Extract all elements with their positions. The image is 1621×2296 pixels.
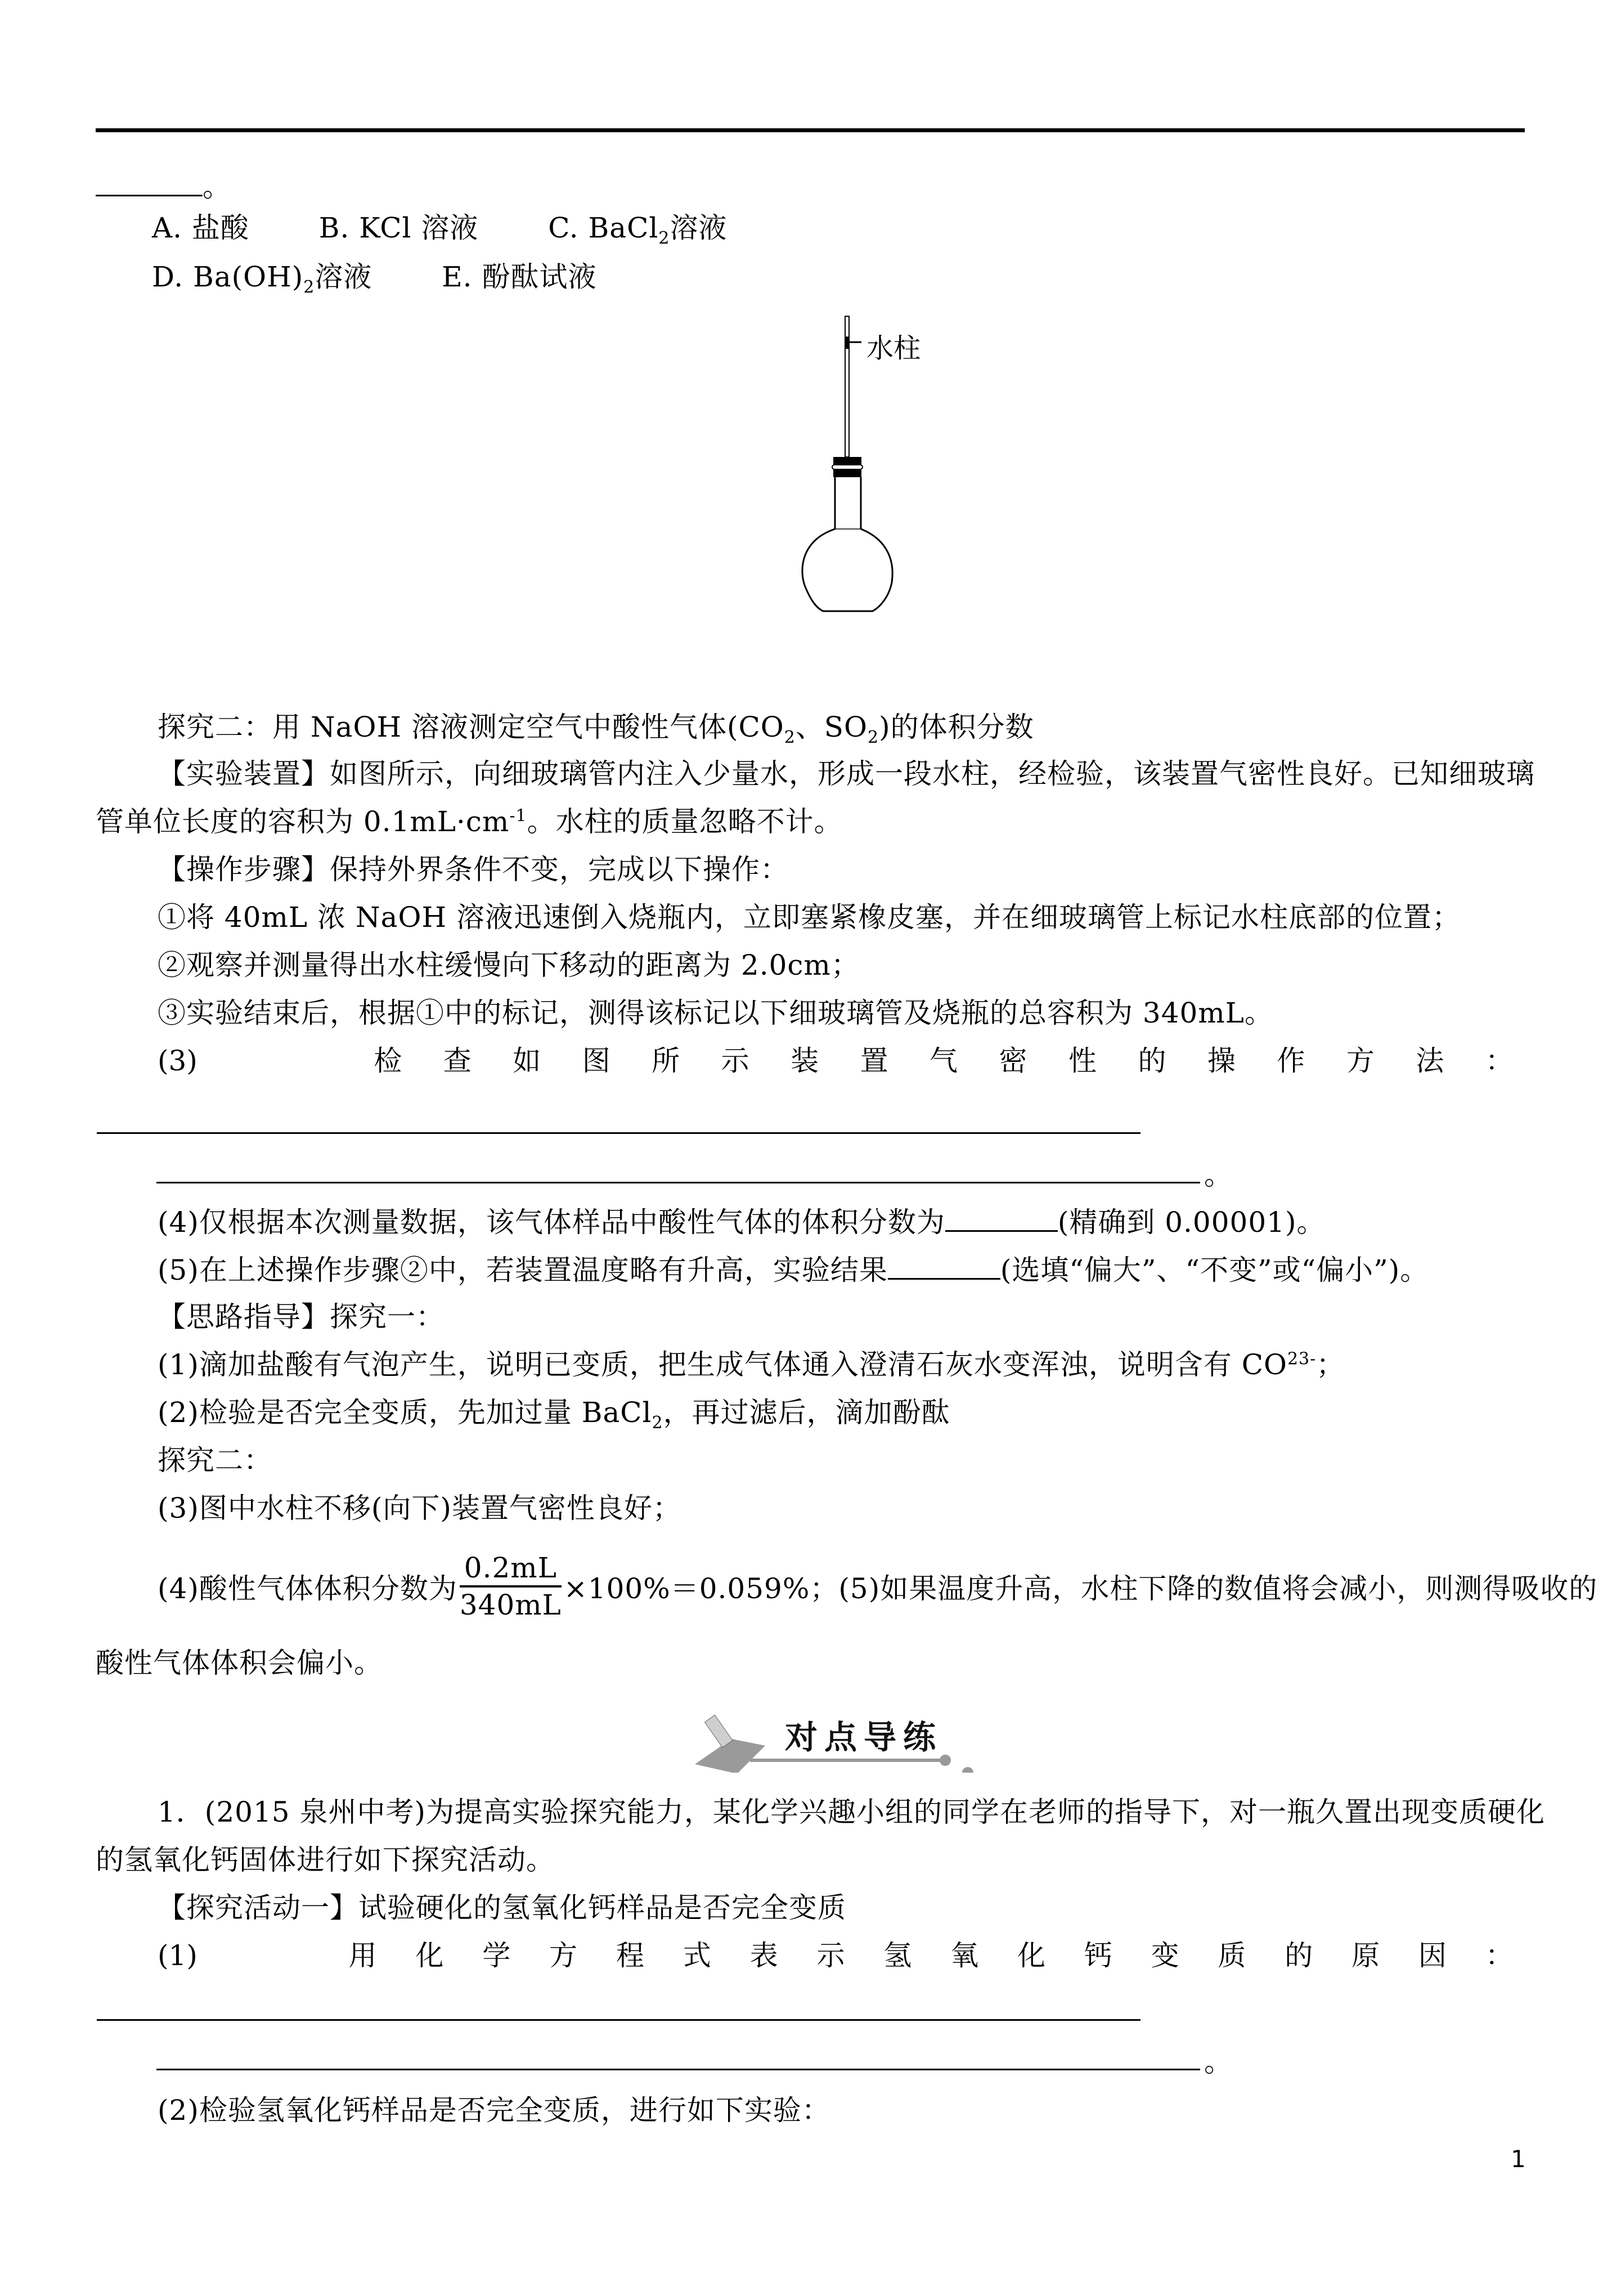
- inquiry2-title: 探究二：用 NaOH 溶液测定空气中酸性气体($CO_2$、$SO_2$)的体积分数: [158, 711, 1034, 747]
- exercise-1-line-1: 1．(2015 泉州中考)为提高实验探究能力，某化学兴趣小组的同学在老师的指导下，对一瓶久置出现变质硬化: [158, 1796, 1545, 1828]
- answer-line-q3-2[interactable]: [156, 1182, 1200, 1183]
- option-a: A. 盐酸: [152, 212, 249, 244]
- question-5: (5)在上述操作步骤②中，若装置温度略有升高，实验结果 (选填“偏大”、“不变”或“偏小”)。: [158, 1252, 1429, 1287]
- step-2: ②观察并测量得出水柱缓慢向下移动的距离为 2.0cm；: [158, 949, 860, 981]
- guidance-2: (2)检验是否完全变质，先加过量 BaCl$_2$，再过滤后，滴加酚酞: [158, 1396, 950, 1433]
- page-number: 1: [1511, 2145, 1526, 2173]
- option-row-2: [152, 260, 597, 297]
- exercise-1-question-1: (1) 用 化 学 方 程 式 表 示 氢 氧 化 钙 变 质 的 原 因 ：: [158, 1939, 1514, 1972]
- blank[interactable]: [888, 1252, 1000, 1280]
- step-1: ①将 40mL 浓 NaOH 溶液迅速倒入烧瓶内，立即塞紧橡皮塞，并在细玻璃管上标记水柱底部的位置；: [158, 901, 1461, 934]
- ex1-q1-end-mark: 。: [1204, 2046, 1233, 2078]
- step-3: ③实验结束后，根据①中的标记，测得该标记以下细玻璃管及烧瓶的总容积为 340mL。: [158, 997, 1273, 1029]
- guidance-4: (4)酸性气体体积分数为 $\frac{0.2mL}{340mL}$ ×100%＝0.059%；(5)如果温度升高，水柱下降的数值将会减小，则测得吸收的: [158, 1551, 1598, 1621]
- flask-bulb: [802, 529, 892, 611]
- question-4: (4)仅根据本次测量数据，该气体样品中酸性气体的体积分数为 (精确到 0.00001)。: [158, 1204, 1326, 1239]
- guidance-4-continued: 酸性气体体积会偏小。: [96, 1647, 383, 1679]
- answer-line-q3-1[interactable]: [97, 1132, 1140, 1134]
- guidance-inquiry2-label: 探究二：: [158, 1444, 272, 1477]
- section-banner: [678, 1699, 982, 1773]
- answer-line-ex1-1[interactable]: [97, 2019, 1140, 2021]
- header-rule: [96, 128, 1525, 132]
- option-e: E. 酚酞试液: [442, 261, 597, 293]
- option-d: D. $Ba(OH)_2$溶液: [152, 261, 372, 297]
- guidance-3: (3)图中水柱不移(向下)装置气密性良好；: [158, 1492, 681, 1524]
- apparatus-description-2: 管单位长度的容积为 $0.1mL\cdot cm^{-1}$。水柱的质量忽略不计。: [96, 805, 843, 838]
- water-column-label: 水柱: [866, 333, 921, 364]
- fraction: $\frac{0.2mL}{340mL}$: [459, 1551, 562, 1621]
- blank[interactable]: [945, 1204, 1058, 1232]
- activity-1-title: 【探究活动一】试验硬化的氢氧化钙样品是否完全变质: [158, 1891, 846, 1924]
- option-row-1: [152, 211, 728, 248]
- banner-title: 对点导练: [785, 1718, 943, 1756]
- option-b: B. KCl 溶液: [318, 212, 479, 244]
- answer-line-ex1-2[interactable]: [156, 2069, 1200, 2070]
- q3-end-mark: 。: [1204, 1159, 1233, 1191]
- exercise-1-question-2: (2)检验氢氧化钙样品是否完全变质，进行如下实验：: [158, 2094, 830, 2127]
- question-3: (3) 检 查 如 图 所 示 装 置 气 密 性 的 操 作 方 法 ：: [158, 1044, 1514, 1077]
- answer-blank-fragment: 。: [96, 169, 231, 204]
- rubber-stopper: [833, 457, 861, 465]
- exercise-1-line-2: 的氢氧化钙固体进行如下探究活动。: [96, 1844, 555, 1876]
- apparatus-figure: [779, 304, 937, 709]
- guidance-title: 【思路指导】探究一：: [158, 1301, 444, 1333]
- blank[interactable]: [96, 169, 203, 196]
- guidance-1: (1)滴加盐酸有气泡产生，说明已变质，把生成气体通入澄清石灰水变浑浊，说明含有 $CO^{23-}$；: [158, 1348, 1345, 1381]
- apparatus-description-1: 【实验装置】如图所示，向细玻璃管内注入少量水，形成一段水柱，经检验，该装置气密性良好。已知细玻璃: [158, 757, 1535, 790]
- steps-title: 【操作步骤】保持外界条件不变，完成以下操作：: [158, 853, 789, 886]
- water-column: [846, 337, 849, 349]
- option-c: C. BaCl$_2$溶液: [548, 212, 728, 248]
